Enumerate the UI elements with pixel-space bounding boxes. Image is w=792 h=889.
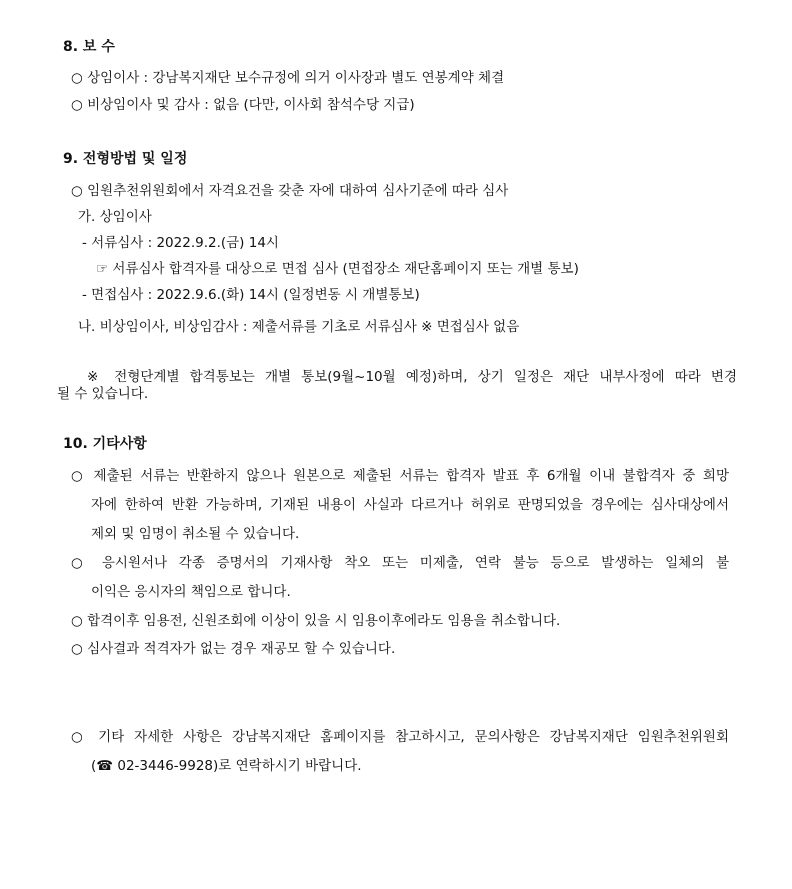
- section-10-item-2-line-2: 이익은 응시자의 책임으로 합니다.: [91, 584, 291, 600]
- section-10-item-1-line-2: 자에 한하여 반환 가능하며, 기재된 내용이 사실과 다르거나 허위로 판명되었을 경우에는 심사대상에서: [91, 497, 729, 513]
- section-8-heading: 8. 보 수: [63, 39, 115, 55]
- section-9-document-review: - 서류심사 : 2022.9.2.(금) 14시: [82, 235, 279, 251]
- section-10-item-3: ○ 합격이후 임용전, 신원조회에 이상이 있을 시 임용이후에라도 임용을 취소합니다.: [71, 613, 561, 629]
- section-10-item-2-line-1: ○ 응시원서나 각종 증명서의 기재사항 착오 또는 미제출, 연락 불능 등으로 발생하는 일체의 불: [71, 555, 729, 571]
- section-9-notice-line-2: 될 수 있습니다.: [57, 386, 149, 402]
- section-9-na-label: 나. 비상임이사, 비상임감사 : 제출서류를 기초로 서류심사 ※ 면접심사 없음: [78, 319, 520, 335]
- section-10-item-4: ○ 심사결과 적격자가 없는 경우 재공모 할 수 있습니다.: [71, 641, 396, 657]
- section-9-ga-label: 가. 상임이사: [78, 209, 152, 225]
- section-8-item-non-standing: ○ 비상임이사 및 감사 : 없음 (다만, 이사회 참석수당 지급): [71, 97, 415, 113]
- section-10-item-1-line-3: 제외 및 임명이 취소될 수 있습니다.: [91, 526, 300, 542]
- section-9-document-review-note: ☞ 서류심사 합격자를 대상으로 면접 심사 (면접장소 재단홈페이지 또는 개별 통보): [96, 261, 579, 277]
- section-9-interview: - 면접심사 : 2022.9.6.(화) 14시 (일정변동 시 개별통보): [82, 287, 420, 303]
- section-10-heading: 10. 기타사항: [63, 436, 147, 452]
- section-9-notice-line-1: ※ 전형단계별 합격통보는 개별 통보(9월~10월 예정)하며, 상기 일정은 재단 내부사정에 따라 변경: [87, 369, 737, 385]
- section-8-item-standing-director: ○ 상임이사 : 강남복지재단 보수규정에 의거 이사장과 별도 연봉계약 체결: [71, 70, 505, 86]
- section-10-item-5-line-2: (☎ 02-3446-9928)로 연락하시기 바랍니다.: [91, 758, 362, 774]
- section-9-heading: 9. 전형방법 및 일정: [63, 151, 188, 167]
- section-10-item-5-line-1: ○ 기타 자세한 사항은 강남복지재단 홈페이지를 참고하시고, 문의사항은 강남복지재단 임원추천위원회: [71, 729, 729, 745]
- section-9-intro: ○ 임원추천위원회에서 자격요건을 갖춘 자에 대하여 심사기준에 따라 심사: [71, 183, 509, 199]
- section-10-item-1-line-1: ○ 제출된 서류는 반환하지 않으나 원본으로 제출된 서류는 합격자 발표 후 6개월 이내 불합격자 중 희망: [71, 468, 729, 484]
